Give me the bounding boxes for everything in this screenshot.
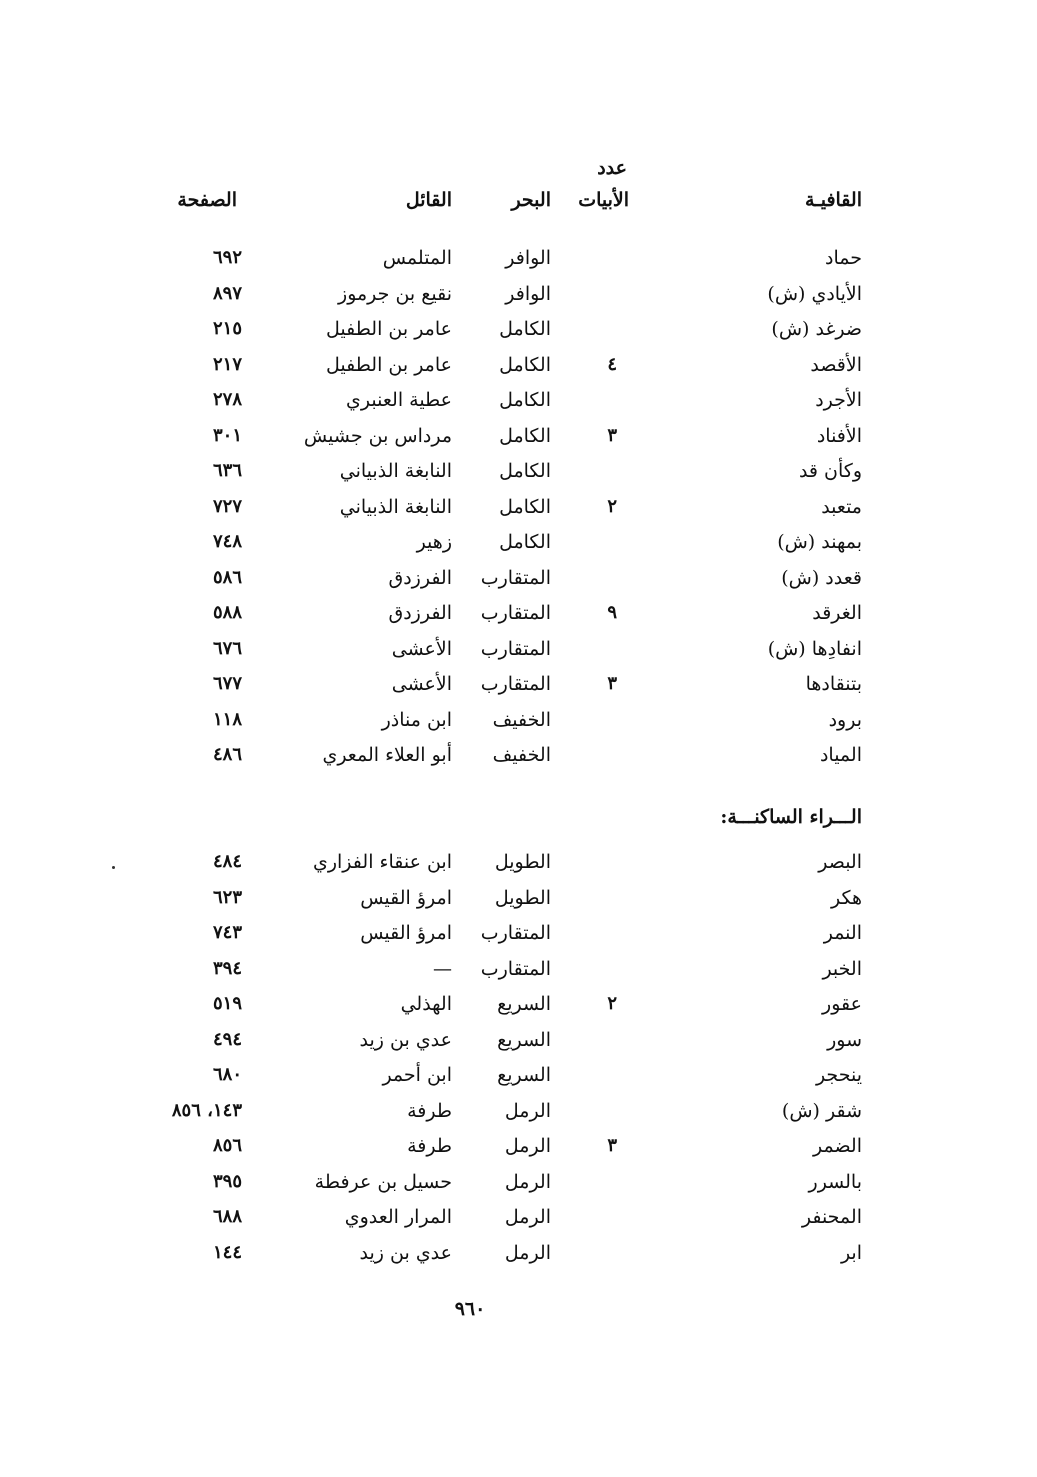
safha-cell: ٦٣٦ — [212, 460, 242, 481]
qafiya-cell: الخبر — [822, 957, 862, 980]
qafiya-cell: بتنقادها — [805, 673, 862, 695]
qail-cell: طرفة — [407, 1135, 452, 1157]
bahr-cell: الكامل — [499, 531, 551, 553]
safha-cell: ٦٧٦ — [212, 637, 242, 659]
bahr-cell: الطويل — [494, 851, 551, 873]
bahr-cell: المتقارب — [480, 673, 551, 695]
qail-cell: عدي بن زيد — [359, 1028, 452, 1051]
qafiya-cell: ابر — [840, 1241, 862, 1264]
qafiya-cell: ينحجر — [815, 1064, 862, 1086]
safha-cell: ٧٤٣ — [212, 922, 242, 943]
bahr-cell: المتقارب — [480, 957, 551, 980]
bahr-cell: الكامل — [499, 389, 551, 411]
safha-cell: ٥٨٦ — [212, 566, 242, 588]
bahr-cell: الرمل — [504, 1170, 551, 1193]
safha-cell: ٦٩٢ — [212, 247, 242, 268]
safha-cell: ٤٨٦ — [212, 744, 242, 765]
bahr-cell: الكامل — [499, 460, 551, 482]
safha-cell: ١١٨ — [212, 708, 242, 730]
safha-cell: ٨٥٦ — [212, 1135, 242, 1156]
bahr-cell: المتقارب — [480, 922, 551, 944]
safha-cell: ٥٨٨ — [212, 602, 242, 623]
qafiya-cell: بالسرر — [808, 1170, 862, 1193]
bahr-cell: الرمل — [504, 1099, 551, 1122]
bahr-cell: المتقارب — [480, 566, 551, 589]
header-qail: القائل — [405, 189, 452, 211]
qafiya-cell: شقر (ش) — [781, 1099, 862, 1122]
bahr-cell: الرمل — [504, 1135, 551, 1157]
safha-cell: ٨٩٧ — [212, 282, 242, 304]
qafiya-cell: ضرغد (ش) — [771, 318, 862, 340]
qail-cell: طرفة — [407, 1099, 452, 1122]
bahr-cell: الكامل — [499, 318, 551, 340]
qafiya-cell: هكر — [831, 886, 862, 909]
stray-dot — [112, 866, 115, 869]
qail-cell: ابن مناذر — [381, 708, 452, 731]
qail-cell: ابن عنقاء الفزاري — [312, 851, 452, 873]
header-safha: الصفحة — [177, 189, 237, 211]
bahr-cell: الخفيف — [492, 744, 551, 766]
qafiya-cell: الأقصد — [810, 353, 862, 376]
qail-cell: المتلمس — [382, 247, 452, 269]
qail-cell: المرار العدوي — [344, 1206, 452, 1228]
bahr-cell: الطويل — [494, 886, 551, 909]
bahr-cell: السريع — [497, 993, 551, 1015]
qafiya-cell: البصر — [818, 851, 862, 873]
qail-cell: مرداس بن جشيش — [303, 424, 452, 447]
qail-cell: عامر بن الطفيل — [325, 318, 452, 340]
abyat-cell: ٣ — [607, 1135, 617, 1156]
bahr-cell: الوافر — [505, 247, 551, 269]
qail-cell: امرؤ القيس — [360, 922, 452, 944]
qail-cell: الفرزدق — [388, 602, 452, 624]
safha-cell: ٣٩٥ — [212, 1170, 242, 1192]
qafiya-cell: برود — [828, 708, 862, 731]
abyat-cell: ٤ — [607, 353, 617, 375]
safha-cell: ٤٩٤ — [212, 1028, 242, 1050]
safha-cell: ٥١٩ — [212, 993, 242, 1014]
qafiya-cell: النمر — [823, 922, 862, 944]
qafiya-cell: سور — [827, 1028, 862, 1051]
abyat-cell: ٣ — [607, 673, 617, 694]
bahr-cell: الوافر — [505, 282, 551, 305]
safha-cell: ٧٢٧ — [212, 495, 242, 517]
bahr-cell: الخفيف — [492, 708, 551, 731]
qafiya-cell: قعدد (ش) — [781, 566, 862, 589]
safha-cell: ٢١٧ — [212, 353, 242, 375]
bahr-cell: المتقارب — [480, 637, 551, 660]
qafiya-cell: بمهند (ش) — [777, 531, 862, 553]
qail-cell: أبو العلاء المعري — [322, 744, 452, 766]
qafiya-cell: الأيادي (ش) — [767, 282, 862, 305]
abyat-cell: ٢ — [607, 993, 617, 1014]
qafiya-cell: الأفناد — [816, 424, 862, 447]
section2-title: الـــراء الساكنـــة: — [720, 806, 862, 828]
qail-cell: الأعشى — [391, 673, 452, 695]
bahr-cell: الرمل — [504, 1206, 551, 1228]
safha-cell: ١٤٣، ٨٥٦ — [171, 1099, 242, 1121]
bahr-cell: الرمل — [504, 1241, 551, 1264]
bahr-cell: المتقارب — [480, 602, 551, 624]
qafiya-cell: وكأن قد — [798, 460, 862, 482]
qail-cell: الهذلي — [400, 993, 452, 1015]
safha-cell: ٣٩٤ — [212, 957, 242, 979]
qail-cell: الأعشى — [391, 637, 452, 660]
qail-cell: النابغة الذبياني — [339, 460, 452, 482]
page-number: ٩٦٠ — [454, 1298, 486, 1320]
qail-cell: عدي بن زيد — [359, 1241, 452, 1264]
qafiya-cell: حماد — [825, 247, 862, 269]
bahr-cell: الكامل — [499, 424, 551, 447]
safha-cell: ١٤٤ — [212, 1241, 242, 1263]
qail-cell: نقيع بن جرموز — [338, 282, 452, 305]
header-abyat: الأبيات — [578, 189, 629, 211]
qail-cell: النابغة الذبياني — [339, 495, 452, 518]
qail-cell: عطية العنبري — [346, 389, 452, 411]
qail-cell: زهير — [416, 531, 452, 553]
safha-cell: ٢١٥ — [212, 318, 242, 339]
qafiya-cell: الضمر — [812, 1135, 862, 1157]
qail-cell: الفرزدق — [388, 566, 452, 589]
qafiya-cell: الأجرد — [815, 389, 862, 411]
qail-cell: ابن أحمر — [382, 1064, 452, 1086]
abyat-cell: ٢ — [607, 495, 617, 517]
safha-cell: ٦٨٠ — [212, 1064, 242, 1085]
safha-cell: ٧٤٨ — [212, 531, 242, 552]
safha-cell: ٤٨٤ — [212, 851, 242, 872]
bahr-cell: السريع — [497, 1064, 551, 1086]
safha-cell: ٦٢٣ — [212, 886, 242, 908]
safha-cell: ٦٨٨ — [212, 1206, 242, 1227]
qafiya-cell: عقور — [822, 993, 862, 1015]
safha-cell: ٣٠١ — [212, 424, 242, 446]
bahr-cell: السريع — [497, 1028, 551, 1051]
abyat-cell: ٣ — [607, 424, 617, 446]
qafiya-cell: المياد — [819, 744, 862, 766]
qail-cell: — — [433, 957, 452, 980]
bahr-cell: الكامل — [499, 353, 551, 376]
safha-cell: ٢٧٨ — [212, 389, 242, 410]
qafiya-cell: المحنفر — [801, 1206, 862, 1228]
qafiya-cell: انفادِها (ش) — [767, 637, 862, 660]
qail-cell: حسيل بن عرفطة — [314, 1170, 452, 1193]
qafiya-cell: الغرقد — [812, 602, 862, 624]
bahr-cell: الكامل — [499, 495, 551, 518]
abyat-cell: ٩ — [607, 602, 617, 623]
qail-cell: عامر بن الطفيل — [325, 353, 452, 376]
qafiya-cell: متعبد — [821, 495, 862, 518]
qail-cell: امرؤ القيس — [360, 886, 452, 909]
safha-cell: ٦٧٧ — [212, 673, 242, 694]
header-qafiya: القافيـة — [804, 189, 862, 211]
header-bahr: البحر — [511, 189, 551, 211]
header-abyat-count: عدد — [597, 157, 627, 179]
